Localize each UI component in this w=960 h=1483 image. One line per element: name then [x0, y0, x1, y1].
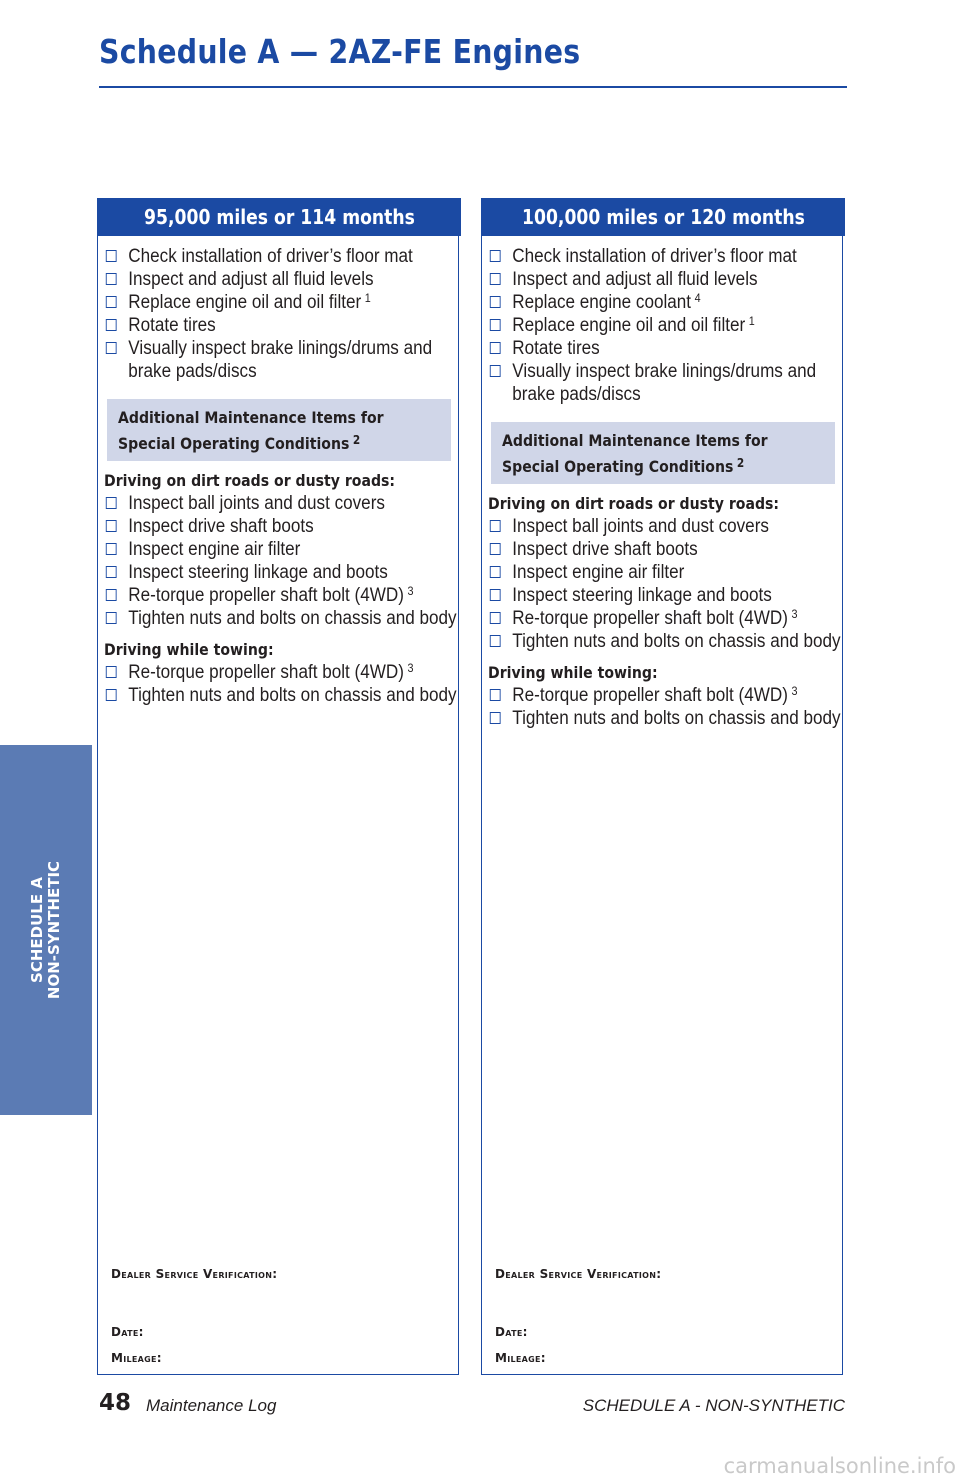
item-text: Inspect steering linkage and boots: [128, 562, 388, 583]
checkbox[interactable]: [490, 342, 501, 354]
checkbox[interactable]: [490, 273, 501, 285]
item-text: Visually inspect brake linings/drums and brake pads/discs: [512, 361, 817, 405]
additional-items-line1: Additional Maintenance Items for: [118, 408, 384, 427]
checkbox[interactable]: [106, 589, 117, 601]
section-side-tab-label: [29, 861, 63, 999]
additional-items-panel: [107, 399, 451, 461]
checkbox[interactable]: [490, 635, 501, 647]
item-text: Re-torque propeller shaft bolt (4WD): [128, 662, 404, 683]
checkbox[interactable]: [106, 296, 117, 308]
interval-header-text: 95,000 miles or 114 months: [143, 205, 415, 229]
checkbox[interactable]: [490, 612, 501, 624]
item-text: Check installation of driver’s floor mat: [512, 246, 797, 267]
checkbox[interactable]: [106, 666, 117, 678]
item-text: Inspect drive shaft boots: [128, 516, 314, 537]
schedule-column-100000: [481, 198, 843, 1375]
checkbox[interactable]: [490, 589, 501, 601]
item-text: Tighten nuts and bolts on chassis and body: [128, 685, 457, 706]
item-text: Replace engine coolant: [512, 292, 692, 313]
footnote-ref: 3: [791, 684, 798, 698]
list-item: [488, 268, 859, 291]
list-item: [104, 314, 475, 337]
page-title: Schedule A — 2AZ-FE Engines: [99, 32, 581, 71]
item-text: Inspect and adjust all fluid levels: [512, 269, 758, 290]
list-item: [488, 515, 859, 538]
list-item: [488, 607, 859, 630]
interval-header-text: 100,000 miles or 120 months: [521, 205, 805, 229]
list-item: [488, 584, 859, 607]
item-text: Inspect ball joints and dust covers: [128, 493, 385, 514]
item-text: Rotate tires: [512, 338, 600, 359]
item-text: Re-torque propeller shaft bolt (4WD): [512, 608, 788, 629]
additional-items-line2: Special Operating Conditions $^2$: [118, 433, 361, 453]
towing-heading: Driving while towing:: [488, 663, 658, 682]
checkbox[interactable]: [106, 319, 117, 331]
list-item: [104, 515, 475, 538]
checkbox[interactable]: [106, 273, 117, 285]
item-text: Inspect drive shaft boots: [512, 539, 698, 560]
item-text: Inspect engine air filter: [512, 562, 685, 583]
item-text: Tighten nuts and bolts on chassis and body: [128, 608, 457, 629]
dirt-roads-heading: Driving on dirt roads or dusty roads:: [104, 471, 396, 490]
checklist: [488, 245, 841, 730]
schedule-column-95000: [97, 198, 459, 1375]
list-item: [488, 245, 859, 268]
side-tab-line1: SCHEDULE A: [28, 877, 46, 983]
item-text: Tighten nuts and bolts on chassis and body: [512, 708, 841, 729]
checkbox[interactable]: [490, 319, 501, 331]
item-text: Inspect and adjust all fluid levels: [128, 269, 374, 290]
footnote-ref: 2: [352, 433, 361, 447]
checkbox[interactable]: [106, 497, 117, 509]
list-item: [104, 607, 475, 630]
list-item: [104, 661, 475, 684]
list-item: [104, 291, 475, 314]
interval-header: [97, 198, 461, 236]
checkbox[interactable]: [490, 712, 501, 724]
list-item: [488, 337, 859, 360]
footer-schedule-name: SCHEDULE A - NON-SYNTHETIC: [582, 1396, 845, 1415]
list-item: [104, 538, 475, 561]
checkbox[interactable]: [490, 566, 501, 578]
list-item: [104, 245, 475, 268]
item-text: Check installation of driver’s floor mat: [128, 246, 413, 267]
list-item: [488, 684, 859, 707]
item-text: Inspect ball joints and dust covers: [512, 516, 769, 537]
list-item: [104, 584, 475, 607]
mileage-label: Mileage:: [495, 1351, 546, 1365]
footnote-ref: 4: [694, 291, 701, 305]
item-text: Tighten nuts and bolts on chassis and body: [512, 631, 841, 652]
item-text: Replace engine oil and oil filter: [512, 315, 746, 336]
additional-items-line2: Special Operating Conditions $^2$: [502, 456, 745, 476]
list-item: [488, 291, 859, 314]
additional-items-panel: [491, 422, 835, 484]
checkbox[interactable]: [106, 342, 117, 354]
checkbox[interactable]: [490, 296, 501, 308]
footnote-ref: 3: [407, 584, 414, 598]
footer-section-name: Maintenance Log: [146, 1396, 277, 1415]
footnote-ref: 3: [791, 607, 798, 621]
additional-items-line1: Additional Maintenance Items for: [502, 431, 768, 450]
footnote-ref: 1: [364, 291, 371, 305]
item-text: Inspect engine air filter: [128, 539, 301, 560]
list-item: [488, 360, 859, 406]
date-label: Date:: [495, 1325, 528, 1339]
list-item: [104, 337, 475, 383]
list-item: [104, 684, 475, 707]
list-item: [104, 268, 475, 291]
list-item: [488, 538, 859, 561]
checkbox[interactable]: [106, 250, 117, 262]
page-number: 48: [99, 1390, 132, 1416]
towing-heading: Driving while towing:: [104, 640, 274, 659]
checkbox[interactable]: [490, 250, 501, 262]
checkbox[interactable]: [490, 543, 501, 555]
checklist: [104, 245, 457, 707]
item-text: Replace engine oil and oil filter: [128, 292, 362, 313]
checkbox[interactable]: [490, 365, 501, 377]
checkbox[interactable]: [490, 689, 501, 701]
list-item: [104, 561, 475, 584]
item-text: Re-torque propeller shaft bolt (4WD): [512, 685, 788, 706]
checkbox[interactable]: [106, 689, 117, 701]
checkbox[interactable]: [106, 520, 117, 532]
checkbox[interactable]: [106, 612, 117, 624]
item-text: Rotate tires: [128, 315, 216, 336]
dealer-verification-label: Dealer Service Verification:: [495, 1267, 662, 1281]
checkbox[interactable]: [490, 520, 501, 532]
item-text: Re-torque propeller shaft bolt (4WD): [128, 585, 404, 606]
list-item: [488, 561, 859, 584]
watermark: carmanualsonline.info: [723, 1454, 956, 1478]
dealer-verification-label: Dealer Service Verification:: [111, 1267, 278, 1281]
list-item: [104, 492, 475, 515]
dirt-roads-heading: Driving on dirt roads or dusty roads:: [488, 494, 780, 513]
list-item: [488, 314, 859, 337]
checkbox[interactable]: [106, 543, 117, 555]
interval-header: [481, 198, 845, 236]
item-text: Inspect steering linkage and boots: [512, 585, 772, 606]
footnote-ref: 3: [407, 661, 414, 675]
mileage-label: Mileage:: [111, 1351, 162, 1365]
title-rule: [99, 86, 847, 88]
list-item: [488, 630, 859, 653]
item-text: Visually inspect brake linings/drums and brake pads/discs: [128, 338, 433, 382]
footnote-ref: 1: [748, 314, 755, 328]
checkbox[interactable]: [106, 566, 117, 578]
footnote-ref: 2: [736, 456, 745, 470]
side-tab-line2: NON-SYNTHETIC: [45, 860, 63, 1000]
date-label: Date:: [111, 1325, 144, 1339]
list-item: [488, 707, 859, 730]
